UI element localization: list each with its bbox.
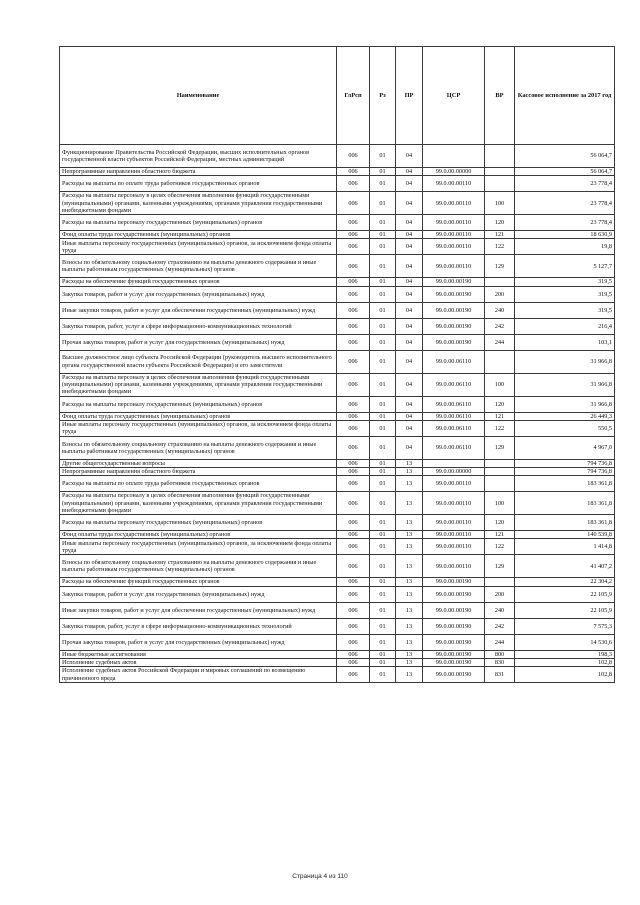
row-sum-cell: 23 778,4 — [515, 215, 615, 231]
row-grbs-cell: 006 — [337, 168, 370, 176]
row-name-cell: Прочая закупка товаров, работ и услуг для государственных (муниципальных) нужд — [60, 334, 337, 350]
row-rz-cell: 01 — [370, 215, 396, 231]
table-row — [60, 334, 615, 350]
row-sum-cell: 22 105,9 — [515, 602, 615, 618]
row-name-cell: Иные закупки товаров, работ и услуг для обеспечения государственных (муниципальных) нужд — [60, 302, 337, 318]
row-sum-cell: 31 966,8 — [515, 373, 615, 396]
row-name-cell: Взносы по обязательному социальному страхованию на выплаты денежного содержания и иные выплаты работникам государственных (муниципальных) органов — [60, 436, 337, 459]
row-name-cell: Расходы на выплаты персоналу в целях обеспечения выполнения функций государственными (муниципальными) органами, казенными учреждениями, органами управления государственными внебюджетными фондами — [60, 373, 337, 396]
table-row — [60, 278, 615, 286]
row-grbs-cell: 006 — [337, 318, 370, 334]
header-grbs: ГлРсп — [337, 47, 370, 145]
row-rz-cell: 01 — [370, 278, 396, 286]
table-row — [60, 492, 615, 515]
row-vr-cell: 120 — [485, 515, 515, 531]
row-rz-cell: 01 — [370, 145, 396, 168]
row-vr-cell: 831 — [485, 667, 515, 683]
row-name-cell: Закупка товаров, работ и услуг для государственных (муниципальных) нужд — [60, 286, 337, 302]
row-vr-cell: 100 — [485, 373, 515, 396]
row-pr-cell: 04 — [396, 373, 423, 396]
row-vr-cell — [485, 578, 515, 586]
row-vr-cell: 200 — [485, 586, 515, 602]
table-row — [60, 555, 615, 578]
row-rz-cell: 01 — [370, 350, 396, 373]
row-grbs-cell: 006 — [337, 373, 370, 396]
row-sum-cell: 41 407,2 — [515, 555, 615, 578]
row-vr-cell: 120 — [485, 215, 515, 231]
row-csr-cell: 99.0.00.00110 — [423, 239, 485, 255]
row-grbs-cell: 006 — [337, 286, 370, 302]
row-csr-cell: 99.0.00.00110 — [423, 476, 485, 492]
row-rz-cell: 01 — [370, 239, 396, 255]
row-name-cell: Расходы на выплаты персоналу государственных (муниципальных) органов — [60, 515, 337, 531]
row-name-cell: Расходы на выплаты по оплате труда работников государственных органов — [60, 176, 337, 192]
row-sum-cell: 22 304,2 — [515, 578, 615, 586]
row-vr-cell: 242 — [485, 318, 515, 334]
row-sum-cell: 183 361,8 — [515, 492, 615, 515]
table-row — [60, 531, 615, 539]
table-row — [60, 286, 615, 302]
row-vr-cell — [485, 176, 515, 192]
row-rz-cell: 01 — [370, 667, 396, 683]
table-row — [60, 176, 615, 192]
row-grbs-cell: 006 — [337, 468, 370, 476]
row-csr-cell: 99.0.00.00190 — [423, 286, 485, 302]
row-vr-cell: 100 — [485, 192, 515, 215]
row-rz-cell: 01 — [370, 468, 396, 476]
row-rz-cell: 01 — [370, 176, 396, 192]
row-pr-cell: 13 — [396, 468, 423, 476]
row-sum-cell: 102,8 — [515, 658, 615, 666]
row-sum-cell: 26 449,3 — [515, 412, 615, 420]
row-name-cell: Расходы на выплаты персоналу государственных (муниципальных) органов — [60, 215, 337, 231]
row-pr-cell: 13 — [396, 634, 423, 650]
row-vr-cell: 121 — [485, 531, 515, 539]
row-name-cell: Закупка товаров, работ, услуг в сфере информационно-коммуникационных технологий — [60, 618, 337, 634]
row-grbs-cell: 006 — [337, 667, 370, 683]
row-vr-cell: 121 — [485, 231, 515, 239]
row-pr-cell: 04 — [396, 412, 423, 420]
row-sum-cell: 794 736,8 — [515, 459, 615, 467]
row-pr-cell: 04 — [396, 436, 423, 459]
row-pr-cell: 04 — [396, 318, 423, 334]
row-grbs-cell: 006 — [337, 334, 370, 350]
row-rz-cell: 01 — [370, 286, 396, 302]
row-csr-cell: 99.0.00.00000 — [423, 468, 485, 476]
row-name-cell: Непрограммные направления областного бюджета — [60, 468, 337, 476]
row-vr-cell: 129 — [485, 436, 515, 459]
table-row — [60, 192, 615, 215]
row-pr-cell: 13 — [396, 658, 423, 666]
row-rz-cell: 01 — [370, 318, 396, 334]
row-rz-cell: 01 — [370, 531, 396, 539]
row-rz-cell: 01 — [370, 492, 396, 515]
row-grbs-cell: 006 — [337, 531, 370, 539]
row-vr-cell — [485, 350, 515, 373]
row-vr-cell: 240 — [485, 602, 515, 618]
row-pr-cell: 04 — [396, 176, 423, 192]
row-csr-cell: 99.0.00.00190 — [423, 278, 485, 286]
row-pr-cell: 04 — [396, 350, 423, 373]
row-vr-cell: 129 — [485, 255, 515, 278]
row-sum-cell: 22 105,9 — [515, 586, 615, 602]
row-name-cell: Иные закупки товаров, работ и услуг для обеспечения государственных (муниципальных) нужд — [60, 602, 337, 618]
row-grbs-cell: 006 — [337, 492, 370, 515]
header-sum: Кассовое исполнение за 2017 год — [515, 47, 615, 145]
row-name-cell: Другие общегосударственные вопросы — [60, 459, 337, 467]
header-rz: Рз — [370, 47, 396, 145]
table-row — [60, 436, 615, 459]
row-csr-cell: 99.0.00.06110 — [423, 420, 485, 436]
row-grbs-cell: 006 — [337, 255, 370, 278]
row-pr-cell: 04 — [396, 278, 423, 286]
row-csr-cell: 99.0.00.00190 — [423, 658, 485, 666]
row-csr-cell: 99.0.00.00190 — [423, 667, 485, 683]
row-pr-cell: 04 — [396, 302, 423, 318]
row-rz-cell: 01 — [370, 459, 396, 467]
row-pr-cell: 13 — [396, 555, 423, 578]
row-csr-cell: 99.0.00.00110 — [423, 231, 485, 239]
row-grbs-cell: 006 — [337, 634, 370, 650]
row-name-cell: Прочая закупка товаров, работ и услуг для государственных (муниципальных) нужд — [60, 634, 337, 650]
row-grbs-cell: 006 — [337, 539, 370, 555]
row-rz-cell: 01 — [370, 412, 396, 420]
row-rz-cell: 01 — [370, 618, 396, 634]
row-csr-cell: 99.0.00.06110 — [423, 412, 485, 420]
row-name-cell: Исполнение судебных актов — [60, 658, 337, 666]
row-name-cell: Фонд оплаты труда государственных (муниципальных) органов — [60, 412, 337, 420]
row-pr-cell: 04 — [396, 420, 423, 436]
row-pr-cell: 13 — [396, 667, 423, 683]
table-row — [60, 586, 615, 602]
row-grbs-cell: 006 — [337, 602, 370, 618]
row-vr-cell — [485, 168, 515, 176]
row-pr-cell: 04 — [396, 231, 423, 239]
row-grbs-cell: 006 — [337, 515, 370, 531]
table-row — [60, 420, 615, 436]
row-rz-cell: 01 — [370, 555, 396, 578]
row-csr-cell: 99.0.00.06110 — [423, 436, 485, 459]
header-pr: ПР — [396, 47, 423, 145]
row-grbs-cell: 006 — [337, 145, 370, 168]
row-name-cell: Фонд оплаты труда государственных (муниципальных) органов — [60, 231, 337, 239]
row-pr-cell: 13 — [396, 492, 423, 515]
row-csr-cell: 99.0.00.06110 — [423, 350, 485, 373]
row-sum-cell: 23 778,4 — [515, 192, 615, 215]
table-row — [60, 412, 615, 420]
row-vr-cell: 244 — [485, 634, 515, 650]
row-name-cell: Иные выплаты персоналу государственных (муниципальных) органов, за исключением фонда оплаты труда — [60, 539, 337, 555]
row-grbs-cell: 006 — [337, 476, 370, 492]
row-name-cell: Функционирование Правительства Российской Федерации, высших исполнительных органов государственной власти субъектов Российской Федерации, местных администраций — [60, 145, 337, 168]
row-sum-cell: 198,3 — [515, 650, 615, 658]
row-rz-cell: 01 — [370, 602, 396, 618]
row-vr-cell — [485, 459, 515, 467]
page-number: Страница 4 из 110 — [292, 873, 348, 880]
row-name-cell: Фонд оплаты труда государственных (муниципальных) органов — [60, 531, 337, 539]
table-row — [60, 168, 615, 176]
row-rz-cell: 01 — [370, 396, 396, 412]
row-csr-cell: 99.0.00.00110 — [423, 555, 485, 578]
row-vr-cell: 244 — [485, 334, 515, 350]
row-vr-cell: 121 — [485, 412, 515, 420]
row-sum-cell: 103,1 — [515, 334, 615, 350]
row-pr-cell: 04 — [396, 215, 423, 231]
row-pr-cell: 04 — [396, 192, 423, 215]
table-row — [60, 239, 615, 255]
row-pr-cell: 04 — [396, 396, 423, 412]
row-sum-cell: 183 361,8 — [515, 515, 615, 531]
row-vr-cell — [485, 145, 515, 168]
row-name-cell: Взносы по обязательному социальному страхованию на выплаты денежного содержания и иные выплаты работникам государственных (муниципальных) органов — [60, 255, 337, 278]
table-row — [60, 602, 615, 618]
row-grbs-cell: 006 — [337, 555, 370, 578]
row-csr-cell: 99.0.00.00110 — [423, 192, 485, 215]
row-grbs-cell: 006 — [337, 650, 370, 658]
row-name-cell: Расходы на выплаты персоналу в целях обеспечения выполнения функций государственными (муниципальными) органами, казенными учреждениями, органами управления государственными внебюджетными фондами — [60, 492, 337, 515]
row-rz-cell: 01 — [370, 302, 396, 318]
row-vr-cell: 800 — [485, 650, 515, 658]
row-sum-cell: 319,5 — [515, 278, 615, 286]
row-grbs-cell: 006 — [337, 420, 370, 436]
row-rz-cell: 01 — [370, 539, 396, 555]
row-csr-cell: 99.0.00.00190 — [423, 318, 485, 334]
row-sum-cell: 56 064,7 — [515, 168, 615, 176]
row-csr-cell: 99.0.00.00190 — [423, 650, 485, 658]
row-name-cell: Взносы по обязательному социальному страхованию на выплаты денежного содержания и иные выплаты работникам государственных (муниципальных) органов — [60, 555, 337, 578]
row-grbs-cell: 006 — [337, 302, 370, 318]
table-row — [60, 539, 615, 555]
table-row — [60, 318, 615, 334]
row-rz-cell: 01 — [370, 476, 396, 492]
row-pr-cell: 13 — [396, 476, 423, 492]
row-sum-cell: 4 967,0 — [515, 436, 615, 459]
row-rz-cell: 01 — [370, 420, 396, 436]
row-csr-cell — [423, 145, 485, 168]
row-csr-cell: 99.0.00.00110 — [423, 215, 485, 231]
row-csr-cell: 99.0.00.00190 — [423, 586, 485, 602]
row-rz-cell: 01 — [370, 578, 396, 586]
row-rz-cell: 01 — [370, 436, 396, 459]
row-pr-cell: 13 — [396, 602, 423, 618]
row-name-cell: Закупка товаров, работ и услуг для государственных (муниципальных) нужд — [60, 586, 337, 602]
table-row — [60, 650, 615, 658]
row-rz-cell: 01 — [370, 231, 396, 239]
row-vr-cell: 122 — [485, 539, 515, 555]
table-row — [60, 667, 615, 683]
row-vr-cell — [485, 476, 515, 492]
row-grbs-cell: 006 — [337, 436, 370, 459]
row-rz-cell: 01 — [370, 586, 396, 602]
row-sum-cell: 319,5 — [515, 286, 615, 302]
table-row — [60, 215, 615, 231]
row-vr-cell: 240 — [485, 302, 515, 318]
row-csr-cell: 99.0.00.00190 — [423, 618, 485, 634]
row-name-cell: Иные выплаты персоналу государственных (муниципальных) органов, за исключением фонда оплаты труда — [60, 239, 337, 255]
row-sum-cell: 1 414,8 — [515, 539, 615, 555]
row-vr-cell: 830 — [485, 658, 515, 666]
row-grbs-cell: 006 — [337, 586, 370, 602]
row-pr-cell: 13 — [396, 650, 423, 658]
row-sum-cell: 23 778,4 — [515, 176, 615, 192]
row-pr-cell: 13 — [396, 578, 423, 586]
row-rz-cell: 01 — [370, 650, 396, 658]
row-csr-cell: 99.0.00.00190 — [423, 302, 485, 318]
row-name-cell: Расходы на обеспечение функций государственных органов — [60, 278, 337, 286]
row-csr-cell: 99.0.00.00190 — [423, 634, 485, 650]
row-sum-cell: 550,5 — [515, 420, 615, 436]
table-row — [60, 468, 615, 476]
table-row — [60, 658, 615, 666]
row-pr-cell: 04 — [396, 145, 423, 168]
row-csr-cell: 99.0.00.00190 — [423, 578, 485, 586]
table-row — [60, 515, 615, 531]
row-pr-cell: 04 — [396, 255, 423, 278]
row-pr-cell: 04 — [396, 168, 423, 176]
row-vr-cell: 122 — [485, 420, 515, 436]
row-csr-cell: 99.0.00.00110 — [423, 531, 485, 539]
row-sum-cell: 14 530,6 — [515, 634, 615, 650]
table-row — [60, 231, 615, 239]
row-pr-cell: 13 — [396, 539, 423, 555]
row-pr-cell: 13 — [396, 586, 423, 602]
row-csr-cell: 99.0.00.00110 — [423, 176, 485, 192]
row-pr-cell: 04 — [396, 239, 423, 255]
row-rz-cell: 01 — [370, 658, 396, 666]
row-pr-cell: 13 — [396, 531, 423, 539]
row-vr-cell: 242 — [485, 618, 515, 634]
table-row — [60, 618, 615, 634]
row-pr-cell: 04 — [396, 286, 423, 302]
row-name-cell: Иные бюджетные ассигнования — [60, 650, 337, 658]
row-sum-cell: 216,4 — [515, 318, 615, 334]
row-pr-cell: 13 — [396, 515, 423, 531]
row-rz-cell: 01 — [370, 192, 396, 215]
table-row — [60, 350, 615, 373]
row-rz-cell: 01 — [370, 515, 396, 531]
row-grbs-cell: 006 — [337, 412, 370, 420]
row-csr-cell: 99.0.00.06110 — [423, 396, 485, 412]
row-sum-cell: 5 127,7 — [515, 255, 615, 278]
row-grbs-cell: 006 — [337, 459, 370, 467]
row-name-cell: Расходы на выплаты по оплате труда работников государственных органов — [60, 476, 337, 492]
row-sum-cell: 794 736,8 — [515, 468, 615, 476]
row-rz-cell: 01 — [370, 373, 396, 396]
row-rz-cell: 01 — [370, 168, 396, 176]
row-vr-cell — [485, 278, 515, 286]
row-grbs-cell: 006 — [337, 396, 370, 412]
row-csr-cell: 99.0.00.00190 — [423, 602, 485, 618]
row-name-cell: Иные выплаты персоналу государственных (муниципальных) органов, за исключением фонда оплаты труда — [60, 420, 337, 436]
table-row — [60, 255, 615, 278]
row-grbs-cell: 006 — [337, 239, 370, 255]
table-row — [60, 578, 615, 586]
row-vr-cell: 120 — [485, 396, 515, 412]
row-csr-cell: 99.0.00.00000 — [423, 168, 485, 176]
table-row — [60, 373, 615, 396]
row-rz-cell: 01 — [370, 634, 396, 650]
row-name-cell: Высшее должностное лицо субъекта Российской Федерации (руководитель высшего исполнительного органа государственной власти субъекта Российской Федерации) и его заместители — [60, 350, 337, 373]
row-csr-cell: 99.0.00.00110 — [423, 539, 485, 555]
row-sum-cell: 31 966,8 — [515, 396, 615, 412]
table-body — [60, 145, 615, 683]
row-pr-cell: 04 — [396, 334, 423, 350]
row-name-cell: Расходы на выплаты персоналу в целях обеспечения выполнения функций государственными (муниципальными) органами, казенными учреждениями, органами управления государственными внебюджетными фондами — [60, 192, 337, 215]
table-row — [60, 302, 615, 318]
table-row — [60, 145, 615, 168]
table-row — [60, 396, 615, 412]
row-grbs-cell: 006 — [337, 578, 370, 586]
header-vr: ВР — [485, 47, 515, 145]
row-csr-cell — [423, 459, 485, 467]
row-sum-cell: 18 630,9 — [515, 231, 615, 239]
row-vr-cell: 100 — [485, 492, 515, 515]
row-grbs-cell: 006 — [337, 278, 370, 286]
row-sum-cell: 56 064,7 — [515, 145, 615, 168]
row-csr-cell: 99.0.00.00110 — [423, 515, 485, 531]
row-grbs-cell: 006 — [337, 192, 370, 215]
row-pr-cell: 13 — [396, 459, 423, 467]
row-sum-cell: 319,5 — [515, 302, 615, 318]
table-row — [60, 459, 615, 467]
row-sum-cell: 140 539,8 — [515, 531, 615, 539]
budget-execution-table — [59, 46, 615, 683]
row-grbs-cell: 006 — [337, 658, 370, 666]
row-vr-cell: 129 — [485, 555, 515, 578]
row-vr-cell: 122 — [485, 239, 515, 255]
table-header — [60, 47, 615, 145]
row-grbs-cell: 006 — [337, 176, 370, 192]
row-csr-cell: 99.0.00.00110 — [423, 255, 485, 278]
row-sum-cell: 31 966,8 — [515, 350, 615, 373]
row-rz-cell: 01 — [370, 255, 396, 278]
row-sum-cell: 19,8 — [515, 239, 615, 255]
header-name: Наименование — [60, 47, 337, 145]
table-row — [60, 476, 615, 492]
row-csr-cell: 99.0.00.06110 — [423, 373, 485, 396]
row-sum-cell: 183 361,8 — [515, 476, 615, 492]
row-name-cell: Непрограммные направления областного бюджета — [60, 168, 337, 176]
row-grbs-cell: 006 — [337, 350, 370, 373]
row-sum-cell: 7 575,3 — [515, 618, 615, 634]
row-grbs-cell: 006 — [337, 618, 370, 634]
row-grbs-cell: 006 — [337, 215, 370, 231]
row-rz-cell: 01 — [370, 334, 396, 350]
row-csr-cell: 99.0.00.00190 — [423, 334, 485, 350]
table-row — [60, 634, 615, 650]
row-name-cell: Расходы на выплаты персоналу государственных (муниципальных) органов — [60, 396, 337, 412]
row-name-cell: Исполнение судебных актов Российской Федерации и мировых соглашений по возмещению причиненного вреда — [60, 667, 337, 683]
row-csr-cell: 99.0.00.00110 — [423, 492, 485, 515]
header-csr: ЦСР — [423, 47, 485, 145]
row-name-cell: Расходы на обеспечение функций государственных органов — [60, 578, 337, 586]
row-pr-cell: 13 — [396, 618, 423, 634]
row-grbs-cell: 006 — [337, 231, 370, 239]
row-vr-cell — [485, 468, 515, 476]
row-vr-cell: 200 — [485, 286, 515, 302]
row-sum-cell: 102,8 — [515, 667, 615, 683]
row-name-cell: Закупка товаров, работ, услуг в сфере информационно-коммуникационных технологий — [60, 318, 337, 334]
